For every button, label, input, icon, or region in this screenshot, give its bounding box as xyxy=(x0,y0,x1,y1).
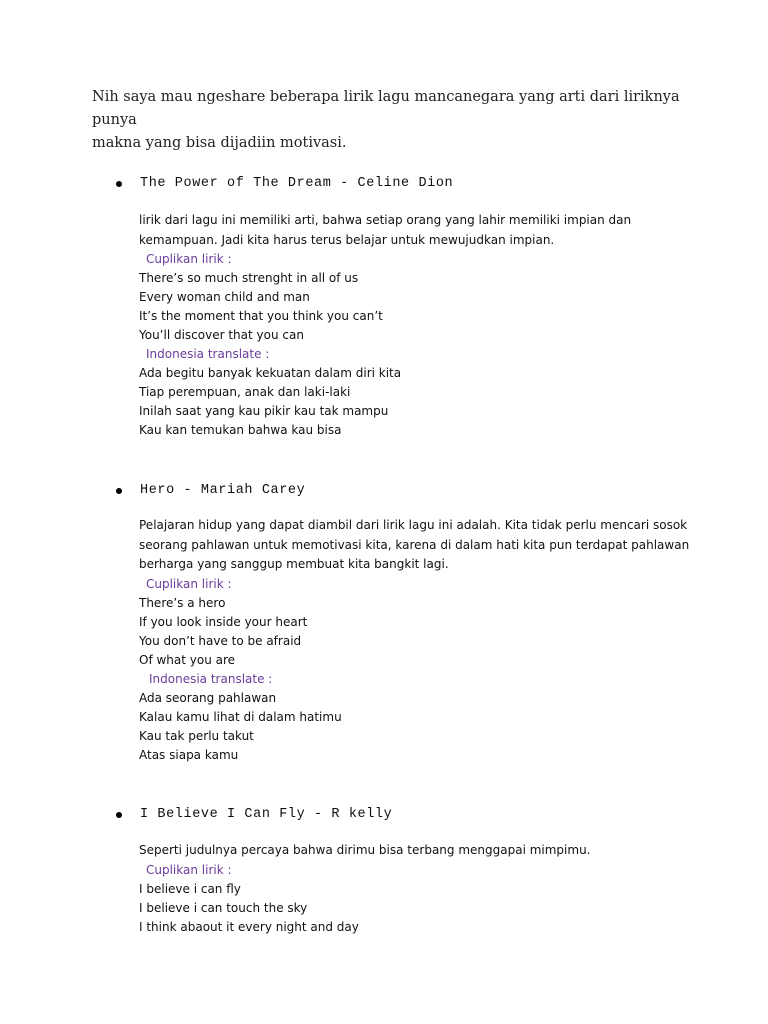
translate-label: Indonesia translate : xyxy=(146,347,270,361)
translation-line: Ada seorang pahlawan xyxy=(139,690,277,705)
description-line: kemampuan. Jadi kita harus terus belajar untuk mewujudkan impian. xyxy=(139,232,555,247)
bullet-icon xyxy=(116,812,122,818)
song-title: I Believe I Can Fly - R kelly xyxy=(140,807,393,822)
lyric-line: There’s so much strenght in all of us xyxy=(139,271,359,285)
description-line: Pelajaran hidup yang dapat diambil dari lirik lagu ini adalah. Kita tidak perlu mencari sosok xyxy=(139,518,688,532)
lyric-line: I believe i can touch the sky xyxy=(139,900,308,915)
lyric-line: Of what you are xyxy=(139,652,236,667)
translation-line: Kalau kamu lihat di dalam hatimu xyxy=(139,709,342,724)
translation-line: Kau kan temukan bahwa kau bisa xyxy=(139,423,342,437)
lyric-line: You don’t have to be afraid xyxy=(139,633,302,648)
lyric-line: You’ll discover that you can xyxy=(139,328,304,342)
song-title: The Power of The Dream - Celine Dion xyxy=(140,176,454,191)
song-body xyxy=(139,841,699,937)
translation-line: Ada begitu banyak kekuatan dalam diri kita xyxy=(139,366,402,380)
translation-line: Tiap perempuan, anak dan laki-laki xyxy=(139,385,351,399)
lyrics-label: Cuplikan lirik : xyxy=(146,252,232,266)
translation-line: Inilah saat yang kau pikir kau tak mampu xyxy=(139,404,389,418)
lyric-line: If you look inside your heart xyxy=(139,614,308,629)
intro-line: Nih saya mau ngeshare beberapa lirik lagu mancanegara yang arti dari liriknya punya xyxy=(92,89,680,128)
lyric-line: Every woman child and man xyxy=(139,290,310,304)
description-line: lirik dari lagu ini memiliki arti, bahwa setiap orang yang lahir memiliki impian dan xyxy=(139,213,632,227)
lyric-line: I think abaout it every night and day xyxy=(139,919,359,934)
translate-label: Indonesia translate : xyxy=(149,671,273,686)
bullet-icon xyxy=(116,488,122,494)
intro-line: makna yang bisa dijadiin motivasi. xyxy=(92,135,347,151)
lyric-line: I believe i can fly xyxy=(139,881,241,896)
bullet-icon xyxy=(116,181,122,187)
song-body xyxy=(139,516,699,765)
description-line: seorang pahlawan untuk memotivasi kita, karena di dalam hati kita pun terdapat pahlawan xyxy=(139,537,690,552)
description-line: Seperti judulnya percaya bahwa dirimu bisa terbang menggapai mimpimu. xyxy=(139,843,591,857)
song-body xyxy=(139,211,699,440)
translation-line: Atas siapa kamu xyxy=(139,747,239,762)
translation-line: Kau tak perlu takut xyxy=(139,728,254,743)
description-line: berharga yang sanggup membuat kita bangkit lagi. xyxy=(139,557,449,571)
lyric-line: There’s a hero xyxy=(139,595,226,610)
lyrics-label: Cuplikan lirik : xyxy=(146,862,232,877)
lyric-line: It’s the moment that you think you can’t xyxy=(139,309,383,323)
song-title: Hero - Mariah Carey xyxy=(140,483,306,498)
intro-paragraph xyxy=(92,86,692,155)
lyrics-label: Cuplikan lirik : xyxy=(146,576,232,591)
